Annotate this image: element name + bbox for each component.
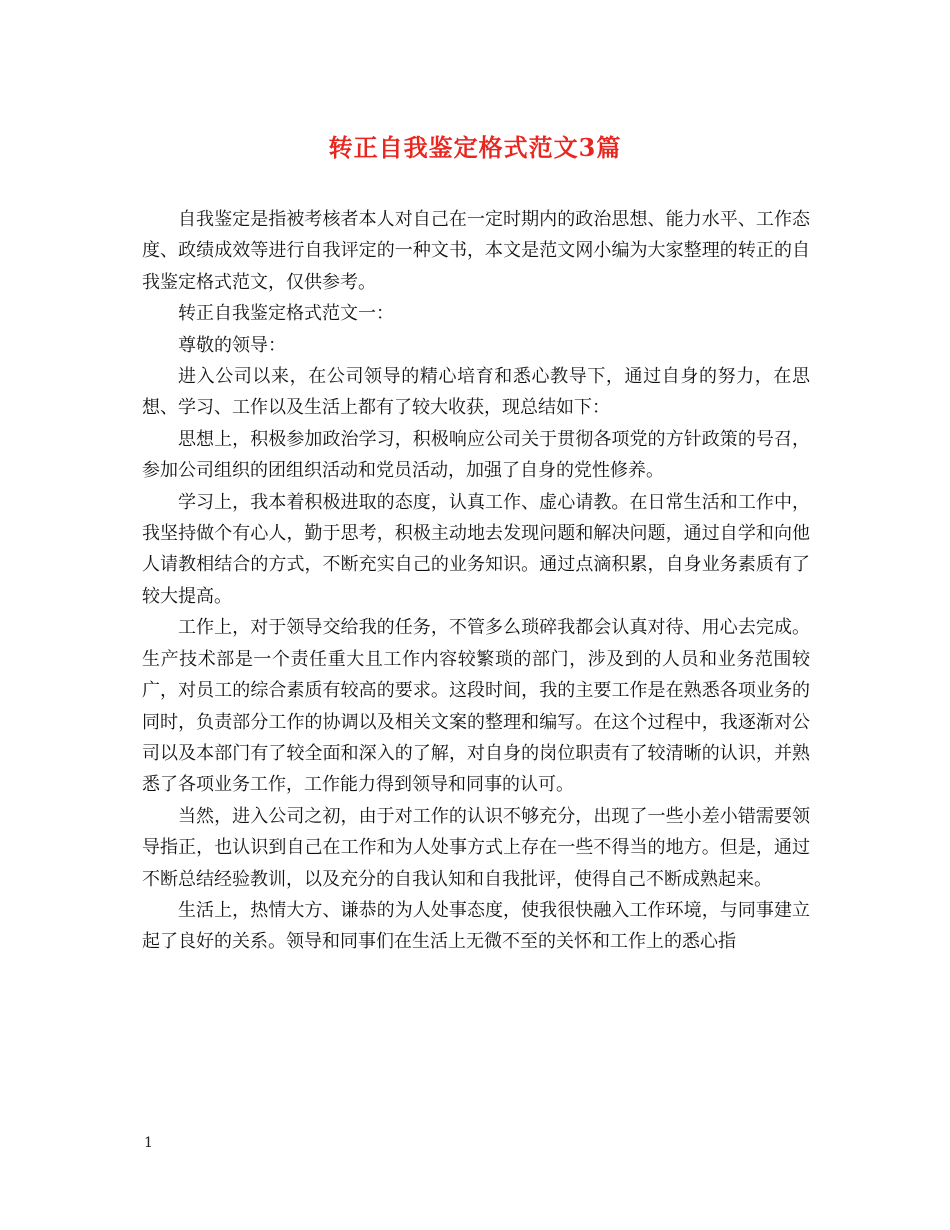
paragraph-reflection: 当然，进入公司之初，由于对工作的认识不够充分，出现了一些小差小错需要领导指正，也认识到自己在工作和为人处事方式上存在一些不得当的地方。但是，通过不断总结经验教训，以及充分的自我认知和自我批评，使得自己不断成熟起来。 bbox=[142, 805, 810, 890]
paragraph-ideology: 思想上，积极参加政治学习，积极响应公司关于贯彻各项党的方针政策的号召，参加公司组织的团组织活动和党员活动，加强了自身的党性修养。 bbox=[142, 428, 810, 482]
document-body bbox=[142, 204, 810, 958]
page-number: 1 bbox=[144, 1135, 153, 1151]
paragraph-work: 工作上，对于领导交给我的任务，不管多么琐碎我都会认真对待、用心去完成。生产技术部是一个责任重大且工作内容较繁琐的部门，涉及到的人员和业务范围较广，对员工的综合素质有较高的要求。这段时间，我的主要工作是在熟悉各项业务的同时，负责部分工作的协调以及相关文案的整理和编写。在这个过程中，我逐渐对公司以及本部门有了较全面和深入的了解，对自身的岗位职责有了较清晰的认识，并熟悉了各项业务工作，工作能力得到领导和同事的认可。 bbox=[142, 617, 810, 796]
paragraph-life: 生活上，热情大方、谦恭的为人处事态度，使我很快融入工作环境，与同事建立起了良好的关系。领导和同事们在生活上无微不至的关怀和工作上的悉心指 bbox=[142, 899, 810, 953]
paragraph-salutation: 尊敬的领导： bbox=[178, 334, 286, 356]
paragraph-opening: 进入公司以来，在公司领导的精心培育和悉心教导下，通过自身的努力，在思想、学习、工作以及生活上都有了较大收获，现总结如下： bbox=[142, 366, 810, 419]
paragraph-section-heading: 转正自我鉴定格式范文一： bbox=[178, 303, 394, 325]
paragraph-intro: 自我鉴定是指被考核者本人对自己在一定时期内的政治思想、能力水平、工作态度、政绩成效等进行自我评定的一种文书，本文是范文网小编为大家整理的转正的自我鉴定格式范文，仅供参考。 bbox=[142, 209, 810, 293]
paragraph-study: 学习上，我本着积极进取的态度，认真工作、虚心请教。在日常生活和工作中，我坚持做个有心人，勤于思考，积极主动地去发现问题和解决问题，通过自学和向他人请教相结合的方式，不断充实自己的业务知识。通过点滴积累，自身业务素质有了较大提高。 bbox=[142, 491, 810, 607]
document-title: 转正自我鉴定格式范文3篇 bbox=[328, 133, 622, 162]
